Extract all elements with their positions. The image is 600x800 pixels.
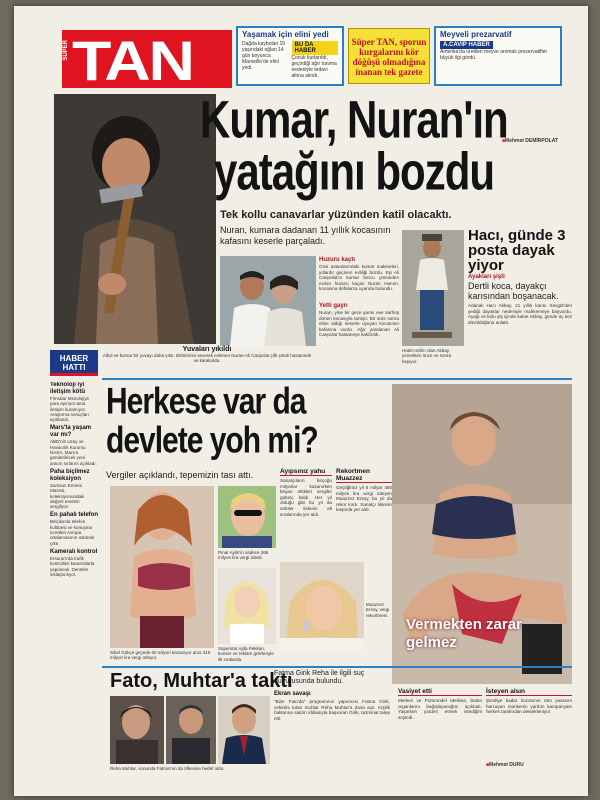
ayipsiniz-body: Sanatçıların birçoğu milyarlar kazanırken beyan ettikleri vergiler gülünç kaldı. Her yıl olduğu gibi bu yıl da ünlüler listenin alt sıralarında yer aldı. <box>280 478 332 517</box>
muazzez-caption: Muazzez Ersoy, vergi rekortmeni. <box>366 602 390 618</box>
bottom-text: Fatma Girik Reha ile ilgili suç duyurusunda bulundu. <box>274 670 365 685</box>
haci-photo-caption: Hatim-selim olan Akbay, yemekten önce ve sonra kaşıyor. <box>402 348 452 364</box>
section-divider <box>102 378 572 380</box>
nuran-photo <box>54 94 216 344</box>
sidebar-item <box>50 469 98 509</box>
isteyen-title: İsteyen alsın <box>486 688 572 696</box>
top-subdeck: Nuran, kumara dadanan 11 yıllık kocasının kafasını keserle parçaladı. <box>220 225 391 246</box>
sidebar-item <box>50 382 98 422</box>
vasiyet-column <box>398 688 482 772</box>
pinar-caption: Pınar Aylin'in sadece 266 milyon lira vergi ödedi. <box>218 550 269 561</box>
logo-super-label: SÜPER <box>63 40 69 61</box>
teaser-yasamak <box>236 26 344 86</box>
sidebar-item-title: Teknoloji iyi iletişim kötü <box>50 382 86 395</box>
haci-section-title: Ayakları şişti <box>468 274 505 280</box>
huzur-section-title: Huzuru kaçtı <box>319 257 356 263</box>
yetti-body: Nuran, yine bir gece yarısı eve sarhoş dönen kocasıyla tartıştı. Bir süre sonra eline aldığı keserle uyuyan kocasının kafasına vurdu. Ağır yaralanan Ali Canpolat hastaneye kaldırıldı. <box>319 310 399 338</box>
teaser-meyveli-text: Amerika'da üretilen meyve aromalı prezervatifler büyük ilgi gördü. <box>440 49 548 61</box>
top-byline: ■ Mehmet DEMİRPOLAT <box>502 138 558 144</box>
man-photo-illustration <box>166 696 216 764</box>
ayipsiniz-title: Ayıpsınız yahu <box>280 468 332 476</box>
haber-hatti-line1: HABER <box>59 354 89 363</box>
sidebar-item-body: Belçika'da telefon kulübesi ve konuşma ücretleri Avrupa ortalamasının üstünde çıktı. <box>50 519 95 546</box>
acavip-haber-tag: A.CAVİP HABER <box>440 41 493 49</box>
muazzez-photo-illustration <box>280 562 364 652</box>
sidebar-item-title: Paha biçilmez koleksiyon <box>50 468 90 482</box>
rekortmen-column <box>336 468 392 567</box>
man-photo <box>166 696 216 764</box>
ajda-photo-illustration <box>218 568 276 644</box>
rekortmen-body: Geçtiğimiz yıl 5 milyar 480 milyon lira vergi ödeyen Muazzez Ersoy, bu yıl da rekor kırdı. Sanatçı listenin başında yer aldı. <box>336 485 392 513</box>
haci-story <box>468 228 572 333</box>
teaser-yasamak-text-left: Dağda kaybolan 15 yaşındaki oğlan 14 gün boyunca Marseille'de elini yedi. <box>242 41 286 71</box>
ekran-section-title: Ekran savaşı <box>274 691 311 697</box>
pinar-photo <box>218 486 276 548</box>
top-columns <box>319 256 399 351</box>
sidebar-item-title: En pahalı telefon <box>50 512 98 519</box>
reha-photo <box>218 696 270 764</box>
haci-deck: Dertli koca, dayakçı karısından boşanacak. <box>468 281 559 301</box>
haber-hatti-list <box>50 382 98 786</box>
teaser-meyveli <box>434 26 562 86</box>
couple-photo-illustration <box>220 256 316 346</box>
bottom-headline: Fato, Muhtar'a taktı <box>110 670 293 692</box>
couple-photo <box>220 256 316 346</box>
logo-text: TAN <box>72 29 193 92</box>
bottom-caption: Reha Muhtar, sonunda Fatma'nın da öfkesine hedef oldu. <box>110 766 225 771</box>
teaser-yasamak-title: Yaşamak için elini yedi <box>242 30 329 39</box>
top-headline-line2: yatağını bozdu <box>214 142 494 201</box>
rekortmen-title: Rekortmen Muazzez <box>336 468 392 483</box>
sidebar-item-title: Mars'ta yaşam var mı? <box>50 425 92 439</box>
bottom-divider <box>102 666 572 668</box>
sidebar-item <box>50 549 98 577</box>
second-deck: Vergiler açıklandı, tepemizin tası attı. <box>106 470 254 480</box>
model-overlay-text: Vermekten zarar gelmez <box>406 616 522 651</box>
sibel-caption: Sibel Gökçe geçede 60 milyon kazanıyor ama 310 milyon lira vergi ödüyor. <box>110 650 211 661</box>
sidebar-item <box>50 512 98 545</box>
ajda-caption: Süperstar Ajda Pekkan, konser ve reklam gelirleriyle ilk sıralarda. <box>218 646 274 662</box>
second-headline-line2: devlete yoh mi? <box>106 420 318 462</box>
haber-hatti-badge <box>50 350 98 376</box>
teaser-meyveli-title: Meyveli prezarvatif <box>440 30 512 39</box>
teaser-yasamak-text-right: Çocuk kurtarıldı, geçirdiği ağır travma nedeniyle tedavi altına alındı. <box>291 55 337 79</box>
sidebar-item-body: ABD'nin Uzay ve Havacılık Kurumu NASA, Mars'a gönderilecek yeni aracın sırlarını açıkladı. <box>50 439 97 466</box>
haci-photo <box>402 230 464 346</box>
muazzez-photo <box>280 562 364 652</box>
vasiyet-title: Vasiyet etti <box>398 688 482 696</box>
top-deck: Tek kollu canavarlar yüzünden katil olacaktı. <box>220 209 452 221</box>
yuvalari-caption-title: Yuvaları yıkıldı <box>182 346 232 353</box>
sidebar-item-body: Firmalar teknolojiye para ayırıyor ama iletişim kuramıyor. Araştırma sonuçları açıklandı. <box>50 396 90 423</box>
isteyen-column <box>486 688 572 768</box>
sibel-photo <box>110 486 214 648</box>
sidebar-item-body: Samsun Ermeni Müzesi, koleksiyonundaki değerli eserleri sergiliyor. <box>50 482 85 510</box>
bu-da-haber-tag: BU DA HABER <box>292 41 339 55</box>
yuvalari-caption-text: Alkol ve kumar bir yuvayı daha yıktı. Birbirlerini severek evlenen Nuran-Ali Canpolat çifti şimdi hastanede ve karakolda. <box>102 353 312 364</box>
top-headline-line1: Kumar, Nuran'ın <box>200 90 508 149</box>
newspaper-page <box>14 6 588 796</box>
isteyen-body: Şimdiye kadar kocasının tüm parasını harcayan mankenin yardım kampanyası herkes tarafından destekleniyor. <box>486 698 572 715</box>
teaser-super-tan: Süper TAN, sporun kurgalarını kör döğüşü olmadığına inanan tek gazete <box>348 28 430 84</box>
vasiyet-body: Merkez ve Potomodel Melissa, bütün organlarını bağışlayacağını açıkladı. Yaşarken yardım etmek istediğini söyledi. <box>398 698 482 720</box>
haci-photo-illustration <box>402 230 464 346</box>
bottom-byline: ■ Mehmet DURU <box>486 762 572 768</box>
haci-headline: Hacı, günde 3 posta dayak yiyor <box>468 227 566 274</box>
second-headline-line1: Herkese var da <box>106 381 306 423</box>
nuran-photo-illustration <box>54 94 216 344</box>
sibel-photo-illustration <box>110 486 214 648</box>
fatma-photo <box>110 696 164 764</box>
sidebar-item-title: Kameralı kontrol <box>50 548 98 555</box>
yetti-section-title: Yetti gayrı <box>319 303 348 309</box>
huzur-body: Onsi astanlarındaki kumar makineleri, yıllardır geçinen evliliği bozdu. Eşi Ali Canpolat'ın kumar borcu yüzünden evinin huzuru kaçan Nuran Hanım, kocasına defalarca uyarıda bulundu. <box>319 264 399 292</box>
haber-hatti-line2: HATTI <box>62 363 86 372</box>
ayipsiniz-column <box>280 468 332 560</box>
yuvalari-caption-block <box>102 346 312 364</box>
pinar-photo-illustration <box>218 486 276 548</box>
tan-logo <box>62 29 232 92</box>
ekran-body: "Bize Fato'da" programının yapımcısı Fatma Girik, ceketini tutan muhtar Reha Muhtar'a dava açtı. Kişilik haklarına saldırı iddiasıyla başvuran Girik, tazminat talep etti. <box>274 699 390 721</box>
reha-photo-illustration <box>218 696 270 764</box>
sidebar-item-body: Ersurum'da trafik kontrolleri kameralarla yapılacak. Denetim sıklaştırılıyor. <box>50 555 95 577</box>
fatma-photo-illustration <box>110 696 164 764</box>
ajda-photo <box>218 568 276 644</box>
haci-body: Adanalı Hacı Akbay, 21 yıllık karısı Sevgül'den yediği dayaklar nedeniyle mahkemeye başvurdu. Ayağı ve kolu şiş içinde kalan Akbay, günde üç kez dövüldüğünü anlattı. <box>468 303 572 325</box>
sidebar-item <box>50 425 98 465</box>
